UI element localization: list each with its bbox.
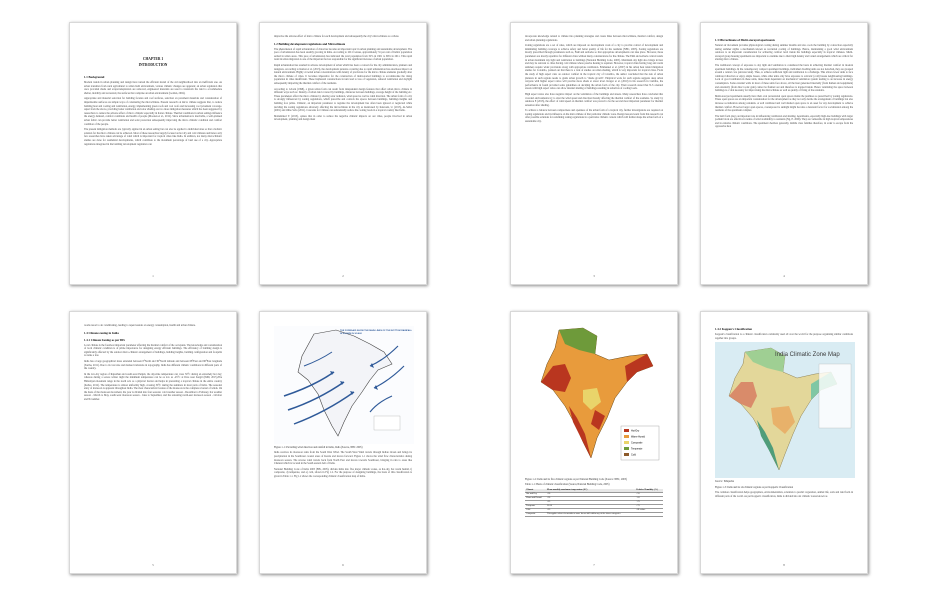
page-3 bbox=[510, 22, 678, 285]
paragraph: Appropriate and material selection for building facades and roof surfaces, selection on pavement materials and consideration of impermeable surfaces are simple ways of considering the microclimate. Present research on micro climate suggests that, to reduce building heat and cooling and ventilation, energy, implementing green roofs and cool roofs and increasing cool pavement coverage. Apart from the above, providing better ventilation and solar shading are two more mitigation measures which has been suggested by researchers to reduce the adverse effect of micro climatic especially in hotter climate. Thermal conditions in urban settings influence the energy demand, comfort conditions and health of people (Moonen et al., 2012). Since urbanisation is inevitable, a well-planned urban fabric can provide better ventilation and solar protection subsequently improving the micro climatic condition and comfort condition of the people. bbox=[84, 97, 222, 126]
paragraph: Natural air movement provides physiological cooling during summer months and also cools the building by convection especially during summer nights a mechanism known as nocturnal cooling of buildings. Hence, maintaining a good wind environment outdoors is an important consideration for achieving comfort level inside the buildings especially in tropical climates. Multi-storeyed group housing apartments are important to examine due to their high density and varied arrangements which are critical for altering micro climate. bbox=[715, 44, 853, 62]
table-caption: Table 1-1: Basis of climatic classification (Source,National Building Code, 2005) bbox=[525, 483, 610, 487]
page-1 bbox=[69, 22, 237, 285]
paragraph: rooms resort to air conditioning, leading to repercussions on energy consumption, health and urban climate. bbox=[84, 324, 196, 327]
legend-item: Composite bbox=[631, 441, 643, 445]
subsection-heading: 1.4.2 Koppen's Classification bbox=[715, 327, 753, 331]
figure-caption: Figure 1-3: India and its six climatic regions as per Koppen's Classification bbox=[715, 485, 794, 489]
figure-source: Source: Wikipedia bbox=[715, 480, 734, 484]
paragraph: The built form plays an important role in influencing ventilation and shading. Apartments, especially high-rise buildings with larger podium block are effective in terms of wind availability to residents (Ng, E. 2009). They are vulnerable in high tropical temperatures and in extreme climatic conditions. The apartment dwellers generally, middle class families therefore, in order to escape from the oppressive heat bbox=[715, 114, 853, 129]
paragraph: Rapid urbanization has resulted in adverse development of urban which has been a concern for the city administration, planners and designers. According to Kumar et al. (2013), the development patterns occurring due to rapid urbanization has enormous impact on natural environment. Highly crowded urban concentrations with density of provisions for the micro climate elements gradually alter the micro climate of cities. It becomes imperative for the construction of multi-storied buildings to accommodate the rising population in cities insufficient. These haphazard constructions in turn lead to loss of vegetation, reduced ventilation and daylight subsequently impacting the thermal comfort of the residents. bbox=[274, 63, 412, 85]
legend-item: Warm-Humid bbox=[631, 435, 645, 439]
table-row: Hot and Dry >30 <55 bbox=[525, 492, 663, 496]
paragraph: High aspect ratios also have negative impact on the ventilation of the buildings and streets. Many researchers have concluded that crowded environments try to alter the wind speed and direction thereby affecting the thermal comfort of the residents. So study by Andreou E (2013), the effect of wind speed on thermal comfort was proved to be the second most important parameter for thermal sensation after shading. bbox=[525, 92, 663, 107]
page-number: 1 bbox=[152, 274, 154, 278]
paragraph: The present mitigation methods are typically applied in an urban setting but can also be applied to individual sites so that a holistic solution for the micro climate can be achieved. Most of these researches largely focused on hot dry and cold climates and hence only few researches have taken advantage of wind which is important for tropical cities like India. In addition, not many microclimatic studies are done for residential developments, which contribute to the maximum percentage of land use of a city. Appropriate regulations integrated in the building development regulation can bbox=[84, 128, 222, 146]
page-number: 6 bbox=[342, 563, 344, 567]
page-number: 8 bbox=[783, 563, 785, 567]
table-row: >25 >75 bbox=[525, 500, 663, 504]
legend-item: Cold bbox=[631, 453, 636, 457]
page-8 bbox=[700, 311, 868, 574]
legend-item: Hot-Dry bbox=[631, 429, 640, 433]
paragraph: improvise the adverse effect of micro climate for each development and subsequently the city's microclimate as a whole. bbox=[274, 35, 400, 38]
paragraph: Mohammed Y. (2013), opines that in order to reduce the negative climatic impacts on our cities, people involved in urban development, planning and design must bbox=[274, 114, 412, 122]
subsection-heading: 1.4.1 Climate Zoning as per BIS bbox=[84, 337, 125, 342]
paragraph: incorporate knowledge related to climate into planning strategies and create links between microclimate, thermal comfort, design and urban planning regulations. bbox=[525, 35, 663, 42]
section-heading: 1.3 Microclimate of Multi-storeyed apartments bbox=[715, 38, 775, 42]
chapter-label: CHAPTER 1 bbox=[142, 57, 164, 61]
figure-label: THE FORESAID SHOW THE MAIN LINES OF THE BOTTOM RAINFALL IS SHOWN IN SCALE bbox=[340, 330, 412, 335]
table-header: Climate bbox=[525, 489, 546, 493]
table-row: Composite This applies when six months or more do not fall within any of the above categories bbox=[525, 512, 663, 516]
page-number: 5 bbox=[152, 563, 154, 567]
map-title: India Climatic Zone Map bbox=[775, 352, 840, 359]
page-number: 3 bbox=[593, 274, 595, 278]
table-row: Warm and Humid >30 >55 bbox=[525, 496, 663, 500]
page-number: 4 bbox=[783, 274, 785, 278]
table-row: Cold <25 All values bbox=[525, 508, 663, 512]
page-7 bbox=[510, 311, 678, 574]
paragraph: India has a large geographical mass extended between 8°North and 36°North latitude and between 68°East and 98°East longitude (Sarma, 2011). Due to its vast size and marked variations in topography, India has different climatic conditions in different parts of the country. bbox=[84, 359, 222, 371]
paragraph: According to Givoni (1998), a given urban form can result from independent design features that affect urban micro climate in different ways such as: Density of urban land covered by buildings, distances between buildings, average height of the building etc. These parameters affect the micro climate by altering solar radiation, wind speed as well as wind direction. The urban form of a city is strongly influenced by zoning regulations, which prescribe and controls the spaces between buildings, buildings heights and building foot prints. Climatic, an important parameter to regulate the development has often been ignored or neglected while deciding the zoning regulations adversely affecting the microclimate in the city as mentioned by Kakwani, U. (2015), Al-Sallal (2001) and Ohno Sabo (2011). Concerns for Climate can substantially reduce the cooling loads in a tropical country like India. bbox=[274, 87, 412, 113]
page-4 bbox=[700, 22, 868, 285]
page-number: 2 bbox=[342, 274, 344, 278]
paragraph: The traditional concept of exposure to day light and ventilation is considered the basis in achieving thermal comfort in modern apartment buildings. In the contemporary compact apartment buildings, individual dwelling units are not detached, they are grouped around a central core (elevator/stair). Thus, to achieve sufficient light and ventilation is a challenge. This allows fewer units to face windward direction or enjoy ample breeze, while other units only have exposure to solicatic (cold) breeze neighbouring buildings. Lack of good ventilation in these units, make them dependent on mechanical ventilation system leading to an increase in energy consumption. Some external walls in most of these units face above, all the heat generated internally (from human and equipment) and externally (from direct solar gain) cannot be flushed out and therefore is trapped inside. Hence ventilating the space between buildings is a vital necessity for improvising the microclimate as well as quality of living of the residents. bbox=[715, 63, 853, 93]
table-row: Temperate 25-30 <75 bbox=[525, 504, 663, 508]
paragraph: Zoning regulations are a set of rules, which are imposed on development work of a city to provide control of development and minimizing building coverage to achieve safety and better quality of life for the residents (NBC, 2005). Zoning regulations are mostly prescribed through parameters such as, FAR and setbacks so that appropriate developments can take place. However, these parameters are mostly repetitive for different cities without many considerations for the climate. The FAR and setback control trends in urban maximum day light and ventilation to buildings (National Building Code, 2005). Maximum day light also brings in heat and may be relevant to cities having cold climate where passive heating is required. However, tropical cities having long and warm summers require wider provisions along with appropriate ventilation. Emmanuel et al. (2007) in his urban heat island mitigation studies for Colombo, pointed out that there is a lack of studies on urban shading, which is very important for tropical cities. From the study of high aspect ratio on outdoor comfort in the tropical city of Colombo, the author concluded that the rule of urban planners in such regions needs to guide urban growth to "shade growth". Empirical work for such regions suggests deep urban canyons with higher aspect ratios will provide more shade at street level. Kruger et al. (2010) in his research in Curitiba, the performance in found provided some guidelines on deciding the urban form of the city. Their research stated that N-S oriented streets with high aspect ratios can allow internal shading of buildings resulting in reduction of cooling loads. bbox=[525, 44, 663, 91]
paragraph: Koppen's classification is a climatic classification commonly used all over the world for the purpose organizing similar conditions together into groups. bbox=[715, 333, 853, 340]
section-heading: 1.4 Climate zoning in India bbox=[84, 330, 119, 335]
paragraph: Local climate is the foremost important parameter affecting the thermal comfort of the occupants. The knowledge and consideration of local climatic condition is of prime importance for designing energy efficient buildings. The efficiency of building design is significantly affected by the outdoor micro-climatic arrangement of buildings, building heights, building configuration and footprint to name a few. bbox=[84, 343, 222, 358]
climate-table bbox=[525, 489, 663, 517]
paragraph: In the low-dry region of Rajasthan and south-west Punjab, the day-time temperature can cross 50°C during an extremely hot day; whereas during a severe winter night the minimum temperature can be as low as -45°C at Dras near Kargil (IMD, 2015).The Himalayan mountain range in the north acts as a physical barrier and helps in preventing a tropical climate in the entire country (Kohre, 2012). The temperature is almost uniformly high, crossing 30°C during the summers in most parts of India. The seasonal entry of monsoon is apparent throughout India. The most characteristic feature of the monsoon is the complete reversal of winds. On the basis of the monsoon movement, the year is divided into four seasons: cold weather season - December to February, hot weather season - March to May, south-west monsoon season - June to September, and the retreating north-east monsoon season - October and November. bbox=[84, 372, 222, 401]
india-climate-map bbox=[525, 326, 665, 476]
koppen-figure bbox=[715, 342, 853, 478]
page-number: 7 bbox=[593, 563, 595, 567]
paragraph: The common classification helps geographers, environmentalists, scientists to predict vegetation, animal life, soils and land form in different parts of the world. As per Koppen's classification, India is divided into six climatic zones known as bbox=[715, 491, 853, 498]
paragraph: Multi-storeyed apartments usually have their own recreational open spaces inside the premises as prescribed by zoning regulations. These open spaces are an important consideration for the development as they not only decide the arrangement of buildings but also increase socialization among residents. A well ventilated and well shaded open space is an asset for any development to achieve thermal comfort. However larger open spaces, overexposed to sunlight might become a deterrent factor for socialization among the residents of the apartment complex. bbox=[715, 94, 853, 113]
paragraph: Modern trends in urban planning and design have turned the efficient model of the old neighborhood into an inefficient one. As urban transition from rural agricultural to urban built environment, various climatic changes are apparent; an urban regulation that once provided shade and evapotranspiration are removed, engineered materials are used to transform the land to accommodate shelter, mobility and recreation; the surfaces that comprise an urban environment (Golden, 2004). bbox=[84, 81, 222, 95]
koppen-map-image bbox=[715, 342, 855, 478]
page-6 bbox=[259, 311, 427, 574]
legend-item: Temperate bbox=[631, 447, 643, 451]
section-heading: 1.1 Background bbox=[84, 75, 105, 79]
figure-caption: Figure 1-2: India and its five climatic regions as per National Building Code (Source: NBC, 2005) bbox=[525, 478, 628, 481]
wind-rainfall-figure bbox=[274, 326, 412, 444]
figure-caption: Figure 1-1: Prevailing wind direction and rainfall in India, India (Source, NBC 2005) bbox=[274, 446, 363, 449]
paragraph: The phenomenon of rapid urbanization of cities has become an important topic in urban planning and sustainable development. The pace of urbanization has been steadily growing in India. According to 2011 Census, approximately 31 per cent of India's population settled in urban areas. This pace of urbanization has indicated the total population from 32% in 1901 to 69% in 2011. This rapid trend in urban migration is one of the important factors responsible for the significant increase of urban population. bbox=[274, 47, 412, 62]
paragraph: India receives its monsoon rains from the South West Wind. The South West Wind travels through Indian Ocean and brings its precipitation in the Southwest coastal areas of Kerala and moves forward. Figure 1-1 shows the wind flow characteristics during monsoon season. The reverse wind travels back from North East and moves towards Southwest, bringing in rain to areas like Chennai which is located in the South eastern belt of India. bbox=[274, 451, 412, 466]
table-header: Relative Humidity (%) bbox=[635, 489, 663, 493]
table-header: Mean monthly maximum temperature (0C) bbox=[546, 489, 635, 493]
paragraph: To achieve a balance between compactness and openness of the urban form of a tropical city, further investigations are required on zoning regulations and its influence on the microclimate of that particular climatic zone. Design lessons learnt from this research can offer possible solutions for redefining zoning regulations in a particular climatic context which will further shape the urban form of a sustainable city. bbox=[525, 109, 663, 124]
chapter-title: INTRODUCTION bbox=[138, 63, 168, 67]
paragraph: National Building Code of India 2005 (BIS, 2005), divides India into five major climatic zones, as hot-dry, hot warm humid, i) composite, d) temperate, and e) cold, shown in Fig 1.2. For the purpose of designing buildings, the basis of this classification is given in Table 1.1. Fig 1.2 shows the corresponding climatic classification map of India. bbox=[274, 467, 412, 478]
page-5 bbox=[69, 311, 237, 574]
page-2 bbox=[259, 22, 427, 285]
section-heading: 1.2 Building development regulations and Microclimate bbox=[274, 41, 346, 46]
climate-zone-figure bbox=[525, 326, 663, 476]
wind-map-image bbox=[274, 326, 414, 444]
